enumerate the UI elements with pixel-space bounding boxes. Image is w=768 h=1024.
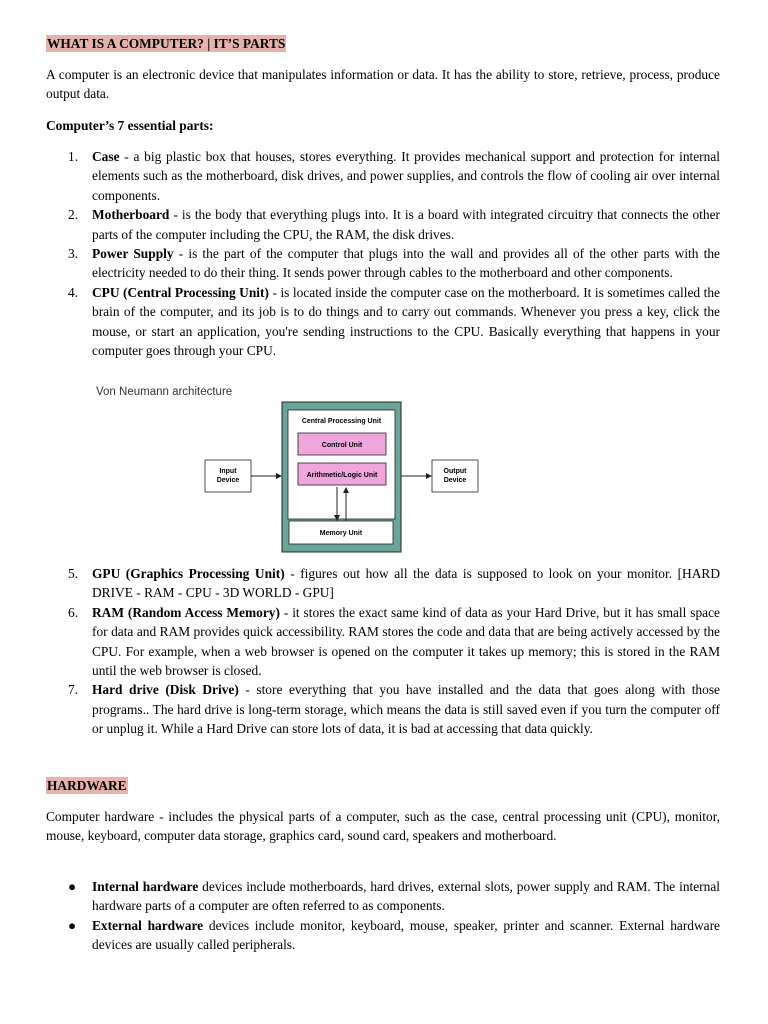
list-item — [46, 680, 720, 738]
hardware-type: External hardware — [92, 917, 204, 933]
control-unit-label: Control Unit — [321, 442, 363, 449]
list-number: 2. — [68, 207, 79, 223]
list-item — [46, 244, 720, 283]
part-description: - a big plastic box that houses, stores everything. It provides mechanical support and protection for internal elements such as the motherboard, disk drives, and power supplies, and controls the flow of cooling air over internal components. — [92, 149, 720, 203]
alu-label: Arithmetic/Logic Unit — [306, 472, 378, 479]
list-item — [46, 603, 720, 681]
output-device-label-2: Device — [443, 477, 467, 484]
von-neumann-diagram — [93, 382, 497, 558]
list-item — [46, 147, 720, 205]
page-title: WHAT IS A COMPUTER? | IT’S PARTS — [47, 36, 286, 51]
list-number: 6. — [68, 604, 79, 620]
diagram-title: Von Neumann architecture — [96, 386, 233, 398]
bullet-icon: ● — [68, 917, 77, 933]
part-name: RAM (Random Access Memory) — [92, 604, 280, 620]
list-number: 3. — [68, 246, 79, 262]
cpu-label-text: Central Processing Unit — [301, 418, 382, 425]
part-description: - store everything that you have installed and the data that goes along with those programs.. The hard drive is long-term storage, which means the data is still saved even if you turn the computer off or unplug it. While a Hard Drive can store lots of data, it is bad at accessing that data quickly. — [92, 682, 720, 737]
hardware-heading: HARDWARE — [47, 778, 127, 793]
part-description: - it stores the exact same kind of data as your Hard Drive, but it has small space for data and RAM provides quick accessibility. RAM stores the code and data that are being actively accessed by the CPU. For example, when a web browser is opened on the computer it takes up memory; this is stored in the RAM until the web browser is closed. — [92, 604, 721, 679]
list-number: 4. — [68, 284, 79, 300]
part-description: - is the part of the computer that plugs into the wall and provides all of the other parts with the electricity needed to do their thing. It sends power through cables to the motherboard and other components. — [92, 246, 720, 281]
list-item — [46, 877, 720, 916]
part-description: - is the body that everything plugs into. It is a board with integrated circuitry that connects the other parts of the computer including the CPU, the RAM, the disk drives. — [92, 207, 720, 242]
part-description: - figures out how all the data is supposed to look on your monitor. [HARD DRIVE - RAM - CPU - 3D WORLD - GPU] — [92, 566, 720, 601]
part-description: - is located inside the computer case on the motherboard. It is sometimes called the brain of the computer, and its job is to do things and to carry out commands. Whenever you press a key, click the mouse, or start an application, you're sending instructions to the CPU. Basically everything that happens in your computer goes through your CPU. — [92, 284, 721, 359]
parts-list-top — [46, 147, 720, 360]
part-name: GPU (Graphics Processing Unit) — [92, 566, 285, 581]
hardware-type: Internal hardware — [92, 879, 199, 894]
hardware-list — [46, 877, 720, 955]
list-item — [46, 564, 720, 603]
output-device-box — [432, 460, 478, 492]
list-number: 1. — [68, 149, 79, 164]
part-name: Hard drive (Disk Drive) — [92, 682, 239, 698]
input-device-label-1: Input — [219, 468, 237, 475]
parts-heading: Computer’s 7 essential parts: — [46, 118, 214, 133]
list-item — [46, 916, 720, 955]
output-device-label-1: Output — [443, 468, 467, 475]
bullet-icon: ● — [68, 879, 77, 894]
list-item — [46, 205, 720, 244]
intro-paragraph: A computer is an electronic device that manipulates information or data. It has the ability to store, retrieve, process, produce output data. — [46, 67, 720, 102]
hardware-description: devices include motherboards, hard drives, external slots, power supply and RAM. The internal hardware parts of a computer are often referred to as components. — [92, 879, 720, 914]
hardware-intro: Computer hardware - includes the physical parts of a computer, such as the case, central processing unit (CPU), monitor, mouse, keyboard, computer data storage, graphics card, sound card, speakers and motherboard. — [46, 809, 720, 844]
list-number: 7. — [68, 682, 79, 698]
part-name: Motherboard — [92, 207, 170, 223]
parts-list-bottom — [46, 564, 720, 739]
hardware-description: devices include monitor, keyboard, mouse, speaker, printer and scanner. External hardware devices are usually called peripherals. — [92, 917, 720, 953]
memory-unit-label: Memory Unit — [319, 530, 363, 537]
part-name: CPU (Central Processing Unit) — [92, 284, 269, 300]
part-name: Power Supply — [92, 246, 174, 262]
list-number: 5. — [68, 566, 79, 581]
part-name: Case — [92, 149, 120, 164]
list-item — [46, 283, 720, 361]
input-device-label-2: Device — [216, 477, 240, 484]
input-device-box — [205, 460, 251, 492]
